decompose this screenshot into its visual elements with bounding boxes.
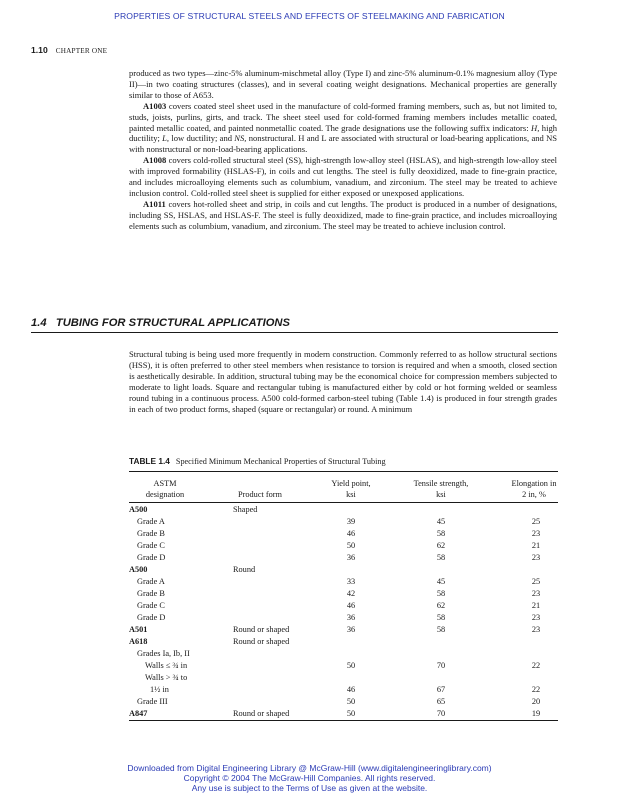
text-span: covers cold-rolled structural steel (SS), high-strength low-alloy steel (HSLAS), and high-strength low-alloy steel with improved formability (HSLAS-F), in coils and cut lengths. The steel is fully deoxidized, made to fine-grain practice, and includes microalloying elements such as columbium, vanadium, and zirconium. The steel may be treated to achieve inclusion control. Cold-rolled steel sheet is supplied for either exposed or unexposed applications. [129, 155, 557, 198]
cell-yield: 33 [346, 577, 356, 586]
section-heading: 1.4 TUBING FOR STRUCTURAL APPLICATIONS [31, 317, 290, 329]
footer-line-2: Copyright © 2004 The McGraw-Hill Companies. All rights reserved. [183, 773, 436, 783]
cell-designation: 1½ in [150, 685, 169, 694]
cell-elongation: 23 [531, 613, 541, 622]
cell-elongation: 23 [531, 553, 541, 562]
paragraph-tubing: Structural tubing is being used more frequently in modern construction. Commonly referred to as hollow structural sections (HSS), it is often preferred to other steel members when resistance to torsion is required and when a smooth, closed section is aesthetically desirable. In addition, structural tubing may be the economical choice for compression members subjected to moderate to light loads. Square and rectangular tubing is manufactured either by cold or hot forming welded or seamless round tubing in a continuous process. A500 cold-formed carbon-steel tubing (Table 1.4) is produced in four strength grades in each of two product forms, shaped (square or rectangular) or round. A minimum [129, 349, 557, 414]
cell-form: Round or shaped [233, 709, 290, 718]
cell-tensile: 45 [436, 577, 446, 586]
table-title: Specified Minimum Mechanical Properties of Structural Tubing [175, 457, 386, 466]
section-rule [31, 332, 558, 333]
cell-tensile: 58 [436, 625, 446, 634]
cell-yield: 39 [346, 517, 356, 526]
header-tensile [400, 478, 482, 500]
cell-yield: 36 [346, 625, 356, 634]
cell-elongation: 20 [531, 697, 541, 706]
cell-designation: Grade D [137, 613, 166, 622]
cell-designation: A501 [129, 625, 148, 634]
cell-yield: 50 [346, 709, 356, 718]
cell-yield: 42 [346, 589, 356, 598]
cell-elongation: 23 [531, 529, 541, 538]
cell-tensile: 67 [436, 685, 446, 694]
header-text: Elongation in [511, 479, 557, 488]
paragraph-a1011 [129, 199, 557, 232]
cell-tensile: 62 [436, 541, 446, 550]
footer [0, 763, 619, 793]
header-form: Product form [238, 490, 283, 499]
cell-elongation: 19 [531, 709, 541, 718]
header-text: Yield point, [331, 479, 371, 488]
page-folio [31, 45, 107, 55]
suffix-h: H, [531, 122, 540, 133]
paragraph-a1003 [129, 101, 557, 156]
cell-elongation: 25 [531, 577, 541, 586]
table-caption [129, 456, 386, 466]
cell-tensile: 65 [436, 697, 446, 706]
cell-designation: Walls > ¾ to [145, 673, 188, 682]
cell-elongation: 22 [531, 685, 541, 694]
cell-yield: 36 [346, 553, 356, 562]
cell-yield: 46 [346, 685, 356, 694]
cell-tensile: 58 [436, 613, 446, 622]
paragraph-a1008 [129, 155, 557, 199]
cell-yield: 36 [346, 613, 356, 622]
header-elongation [494, 478, 574, 500]
cell-tensile: 62 [436, 601, 446, 610]
running-head: PROPERTIES OF STRUCTURAL STEELS AND EFFECTS OF STEELMAKING AND FABRICATION [114, 11, 505, 21]
text-span: high ductility; [129, 122, 557, 144]
footer-line-3: Any use is subject to the Terms of Use as given at the website. [191, 783, 428, 793]
text-span: low ductility; and [169, 133, 235, 144]
spec-a1008: A1008 [143, 155, 167, 166]
cell-tensile: 58 [436, 529, 446, 538]
table-label: TABLE 1.4 [129, 456, 170, 466]
cell-tensile: 70 [436, 709, 446, 718]
cell-designation: Grade C [137, 541, 165, 550]
cell-designation: Grade A [137, 577, 165, 586]
cell-designation: Grade B [137, 529, 165, 538]
cell-designation: A500 [129, 505, 148, 514]
cell-elongation: 25 [531, 517, 541, 526]
header-text: ksi [436, 490, 446, 499]
cell-designation: Grade D [137, 553, 166, 562]
section-body [129, 349, 557, 414]
footer-line-1: Downloaded from Digital Engineering Library @ McGraw-Hill (www.digitalengineeringlibrary.com) [127, 763, 492, 773]
header-text: Tensile strength, [413, 479, 469, 488]
cell-designation: Grade B [137, 589, 165, 598]
chapter-label: CHAPTER ONE [55, 47, 108, 55]
cell-yield: 46 [346, 601, 356, 610]
header-designation [129, 478, 201, 500]
cell-elongation: 21 [531, 541, 541, 550]
cell-designation: Grade C [137, 601, 165, 610]
cell-yield: 50 [346, 697, 356, 706]
cell-designation: Grade III [137, 697, 168, 706]
header-text: designation [145, 490, 185, 499]
cell-elongation: 21 [531, 601, 541, 610]
cell-elongation: 23 [531, 589, 541, 598]
cell-tensile: 58 [436, 589, 446, 598]
cell-yield: 50 [346, 661, 356, 670]
cell-designation: A618 [129, 637, 148, 646]
spec-a1003: A1003 [143, 100, 167, 111]
header-text: ASTM [153, 479, 177, 488]
cell-form: Round or shaped [233, 625, 290, 634]
header-text: 2 in, % [522, 490, 546, 499]
table-top-rule [129, 471, 558, 472]
cell-yield: 50 [346, 541, 356, 550]
cell-elongation: 23 [531, 625, 541, 634]
cell-form: Round [233, 565, 256, 574]
page-number: 1.10 [31, 45, 48, 55]
cell-designation: Grades Ia, Ib, II [137, 649, 190, 658]
header-text: ksi [346, 490, 356, 499]
header-yield [316, 478, 386, 500]
cell-form: Shaped [233, 505, 258, 514]
cell-elongation: 22 [531, 661, 541, 670]
text-span: covers hot-rolled sheet and strip, in coils and cut lengths. The product is produced in a number of designations, including SS, HSLAS, and HSLAS-F. The steel is fully deoxidized, made to fine-grain practice, and includes microalloying elements such as columbium, vanadium, and zirconium. The steel may be treated to achieve inclusion control. [129, 198, 557, 231]
cell-designation: A847 [129, 709, 148, 718]
spec-a1011: A1011 [143, 198, 166, 209]
paragraph-continued: produced as two types—zinc-5% aluminum-mischmetal alloy (Type I) and zinc-5% aluminum-0.1% magnesium alloy (Type II)—in two coating structures (classes), and in several coating weight designations. Mechanical properties are generally similar to those of A653. [129, 68, 557, 100]
suffix-l: L, [162, 133, 170, 144]
cell-tensile: 45 [436, 517, 446, 526]
cell-designation: Walls ≤ ¾ in [145, 661, 188, 670]
text-span: covers coated steel sheet used in the manufacture of cold-formed framing members, such as, but not limited to, studs, joists, purlins, girts, and track. The sheet steel used for cold-formed framing members includes metallic coated, painted metallic coated, and painted nonmetallic coated. The grade designations use the following suffix indicators: [129, 100, 557, 133]
cell-designation: Grade A [137, 517, 165, 526]
cell-tensile: 70 [436, 661, 446, 670]
table-header-rule [129, 502, 558, 503]
body-text [129, 68, 557, 232]
cell-tensile: 58 [436, 553, 446, 562]
table-bottom-rule [129, 720, 558, 721]
cell-designation: A500 [129, 565, 148, 574]
text-span: nonstructural. H and L are associated with structural or load-bearing applications, and NS with nonstructural or non-load-bearing applications. [129, 133, 558, 155]
suffix-ns: NS, [234, 133, 247, 144]
cell-form: Round or shaped [233, 637, 290, 646]
cell-yield: 46 [346, 529, 356, 538]
